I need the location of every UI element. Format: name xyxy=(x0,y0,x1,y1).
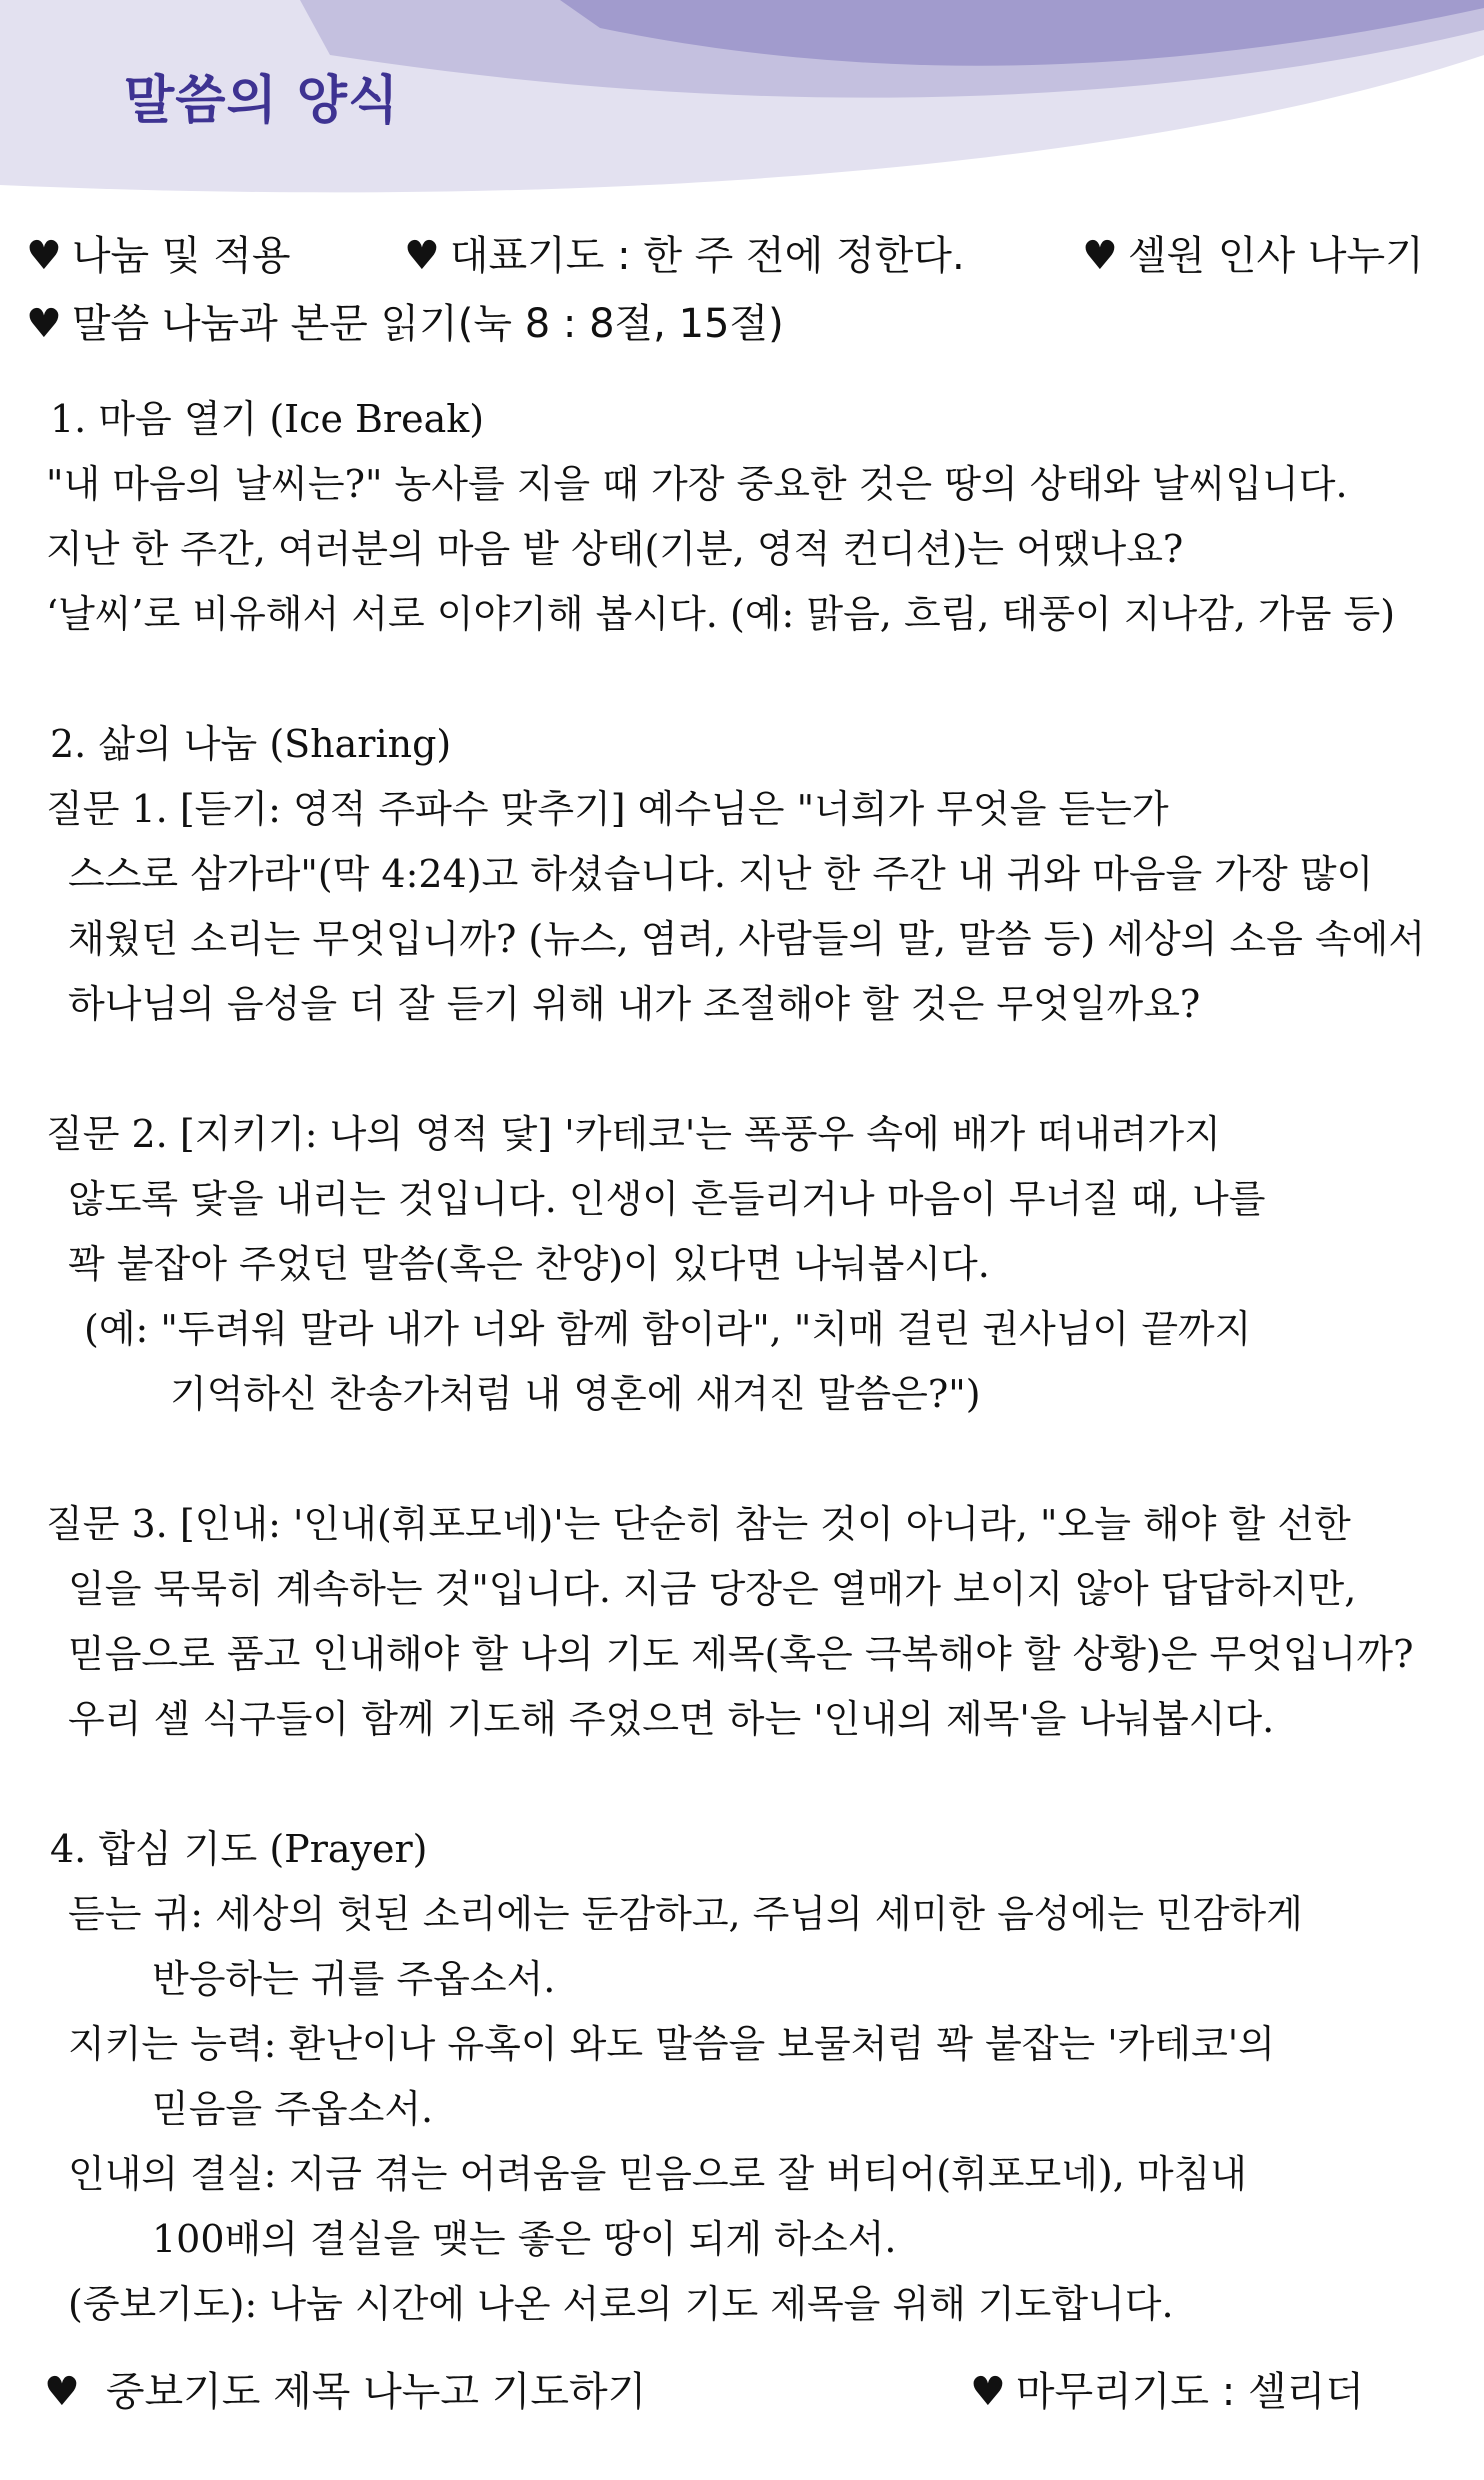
section-heading-sharing: 2. 삶의 나눔 (Sharing) xyxy=(50,722,452,766)
text-line: 지난 한 주간, 여러분의 마음 밭 상태(기분, 영적 컨디션)는 어땠나요? xyxy=(46,527,1184,571)
footer-item-closing-prayer xyxy=(970,2360,1364,2417)
text-line: 일을 묵묵히 계속하는 것"입니다. 지금 당장은 열매가 보이지 않아 답답하지만, xyxy=(68,1567,1357,1611)
heart-icon: ♥ xyxy=(44,2369,80,2415)
prayer-item-perseverance: 인내의 결실: 지금 겪는 어려움을 믿음으로 잘 버티어(휘포모네), 마침내 xyxy=(68,2152,1247,2196)
text-line: 않도록 닻을 내리는 것입니다. 인생이 흔들리거나 마음이 무너질 때, 나를 xyxy=(68,1177,1266,1221)
text-line: 100배의 결실을 맺는 좋은 땅이 되게 하소서. xyxy=(152,2217,897,2261)
footer-item-intercession xyxy=(44,2360,646,2417)
heart-icon: ♥ xyxy=(1082,233,1118,279)
heart-icon: ♥ xyxy=(26,233,62,279)
footer-label: 중보기도 제목 나누고 기도하기 xyxy=(105,2369,647,2415)
question-2: 질문 2. [지키기: 나의 영적 닻] '카테코'는 폭풍우 속에 배가 떠내려가지 xyxy=(46,1112,1221,1156)
prayer-item-hearing: 듣는 귀: 세상의 헛된 소리에는 둔감하고, 주님의 세미한 음성에는 민감하게 xyxy=(68,1892,1303,1936)
text-line: ‘날씨’로 비유해서 서로 이야기해 봅시다. (예: 맑음, 흐림, 태풍이 지나감, 가뭄 등) xyxy=(46,592,1396,636)
section-heading-prayer: 4. 합심 기도 (Prayer) xyxy=(50,1827,428,1871)
text-line: 스스로 삼가라"(막 4:24)고 하셨습니다. 지난 한 주간 내 귀와 마음을 가장 많이 xyxy=(68,852,1374,896)
text-line: 하나님의 음성을 더 잘 듣기 위해 내가 조절해야 할 것은 무엇일까요? xyxy=(68,982,1201,1026)
text-line: 채웠던 소리는 무엇입니까? (뉴스, 염려, 사람들의 말, 말씀 등) 세상의 소음 속에서 xyxy=(68,917,1426,961)
example-line: 기억하신 찬송가처럼 내 영혼에 새겨진 말씀은?") xyxy=(170,1372,981,1416)
text-line: "내 마음의 날씨는?" 농사를 지을 때 가장 중요한 것은 땅의 상태와 날씨입니다. xyxy=(46,462,1348,506)
question-3: 질문 3. [인내: '인내(휘포모네)'는 단순히 참는 것이 아니라, "오늘 해야 할 선한 xyxy=(46,1502,1351,1546)
text-line: 우리 셀 식구들이 함께 기도해 주었으면 하는 '인내의 제목'을 나눠봅시다. xyxy=(68,1697,1275,1741)
footer-label: 마무리기도 : 셀리더 xyxy=(1015,2369,1364,2415)
section-heading-ice-break: 1. 마음 열기 (Ice Break) xyxy=(50,397,485,441)
meta-item-representative-prayer xyxy=(404,224,965,281)
meta-item-scripture xyxy=(26,292,784,349)
text-line: 믿음을 주옵소서. xyxy=(152,2087,434,2131)
heart-icon: ♥ xyxy=(26,301,62,347)
prayer-item-keeping: 지키는 능력: 환난이나 유혹이 와도 말씀을 보물처럼 꽉 붙잡는 '카테코'의 xyxy=(68,2022,1275,2066)
heart-icon: ♥ xyxy=(970,2369,1006,2415)
question-1: 질문 1. [듣기: 영적 주파수 맞추기] 예수님은 "너희가 무엇을 듣는가 xyxy=(46,787,1169,831)
text-line: 꽉 붙잡아 주었던 말씀(혹은 찬양)이 있다면 나눠봅시다. xyxy=(68,1242,990,1286)
prayer-item-intercession: (중보기도): 나눔 시간에 나온 서로의 기도 제목을 위해 기도합니다. xyxy=(68,2282,1174,2326)
meta-item-greetings xyxy=(1082,224,1424,281)
heart-icon: ♥ xyxy=(404,233,440,279)
meta-label: 말씀 나눔과 본문 읽기(눅 8 : 8절, 15절) xyxy=(71,301,784,347)
meta-label: 나눔 및 적용 xyxy=(71,233,291,279)
page-title: 말씀의 양식 xyxy=(124,71,400,131)
meta-label: 셀원 인사 나누기 xyxy=(1127,233,1424,279)
text-line: 믿음으로 품고 인내해야 할 나의 기도 제목(혹은 극복해야 할 상황)은 무엇입니까? xyxy=(68,1632,1414,1676)
text-line: 반응하는 귀를 주옵소서. xyxy=(152,1957,556,2001)
meta-item-sharing xyxy=(26,224,291,281)
meta-label: 대표기도 : 한 주 전에 정한다. xyxy=(449,233,965,279)
example-line: (예: "두려워 말라 내가 너와 함께 함이라", "치매 걸린 권사님이 끝까지 xyxy=(84,1307,1252,1351)
